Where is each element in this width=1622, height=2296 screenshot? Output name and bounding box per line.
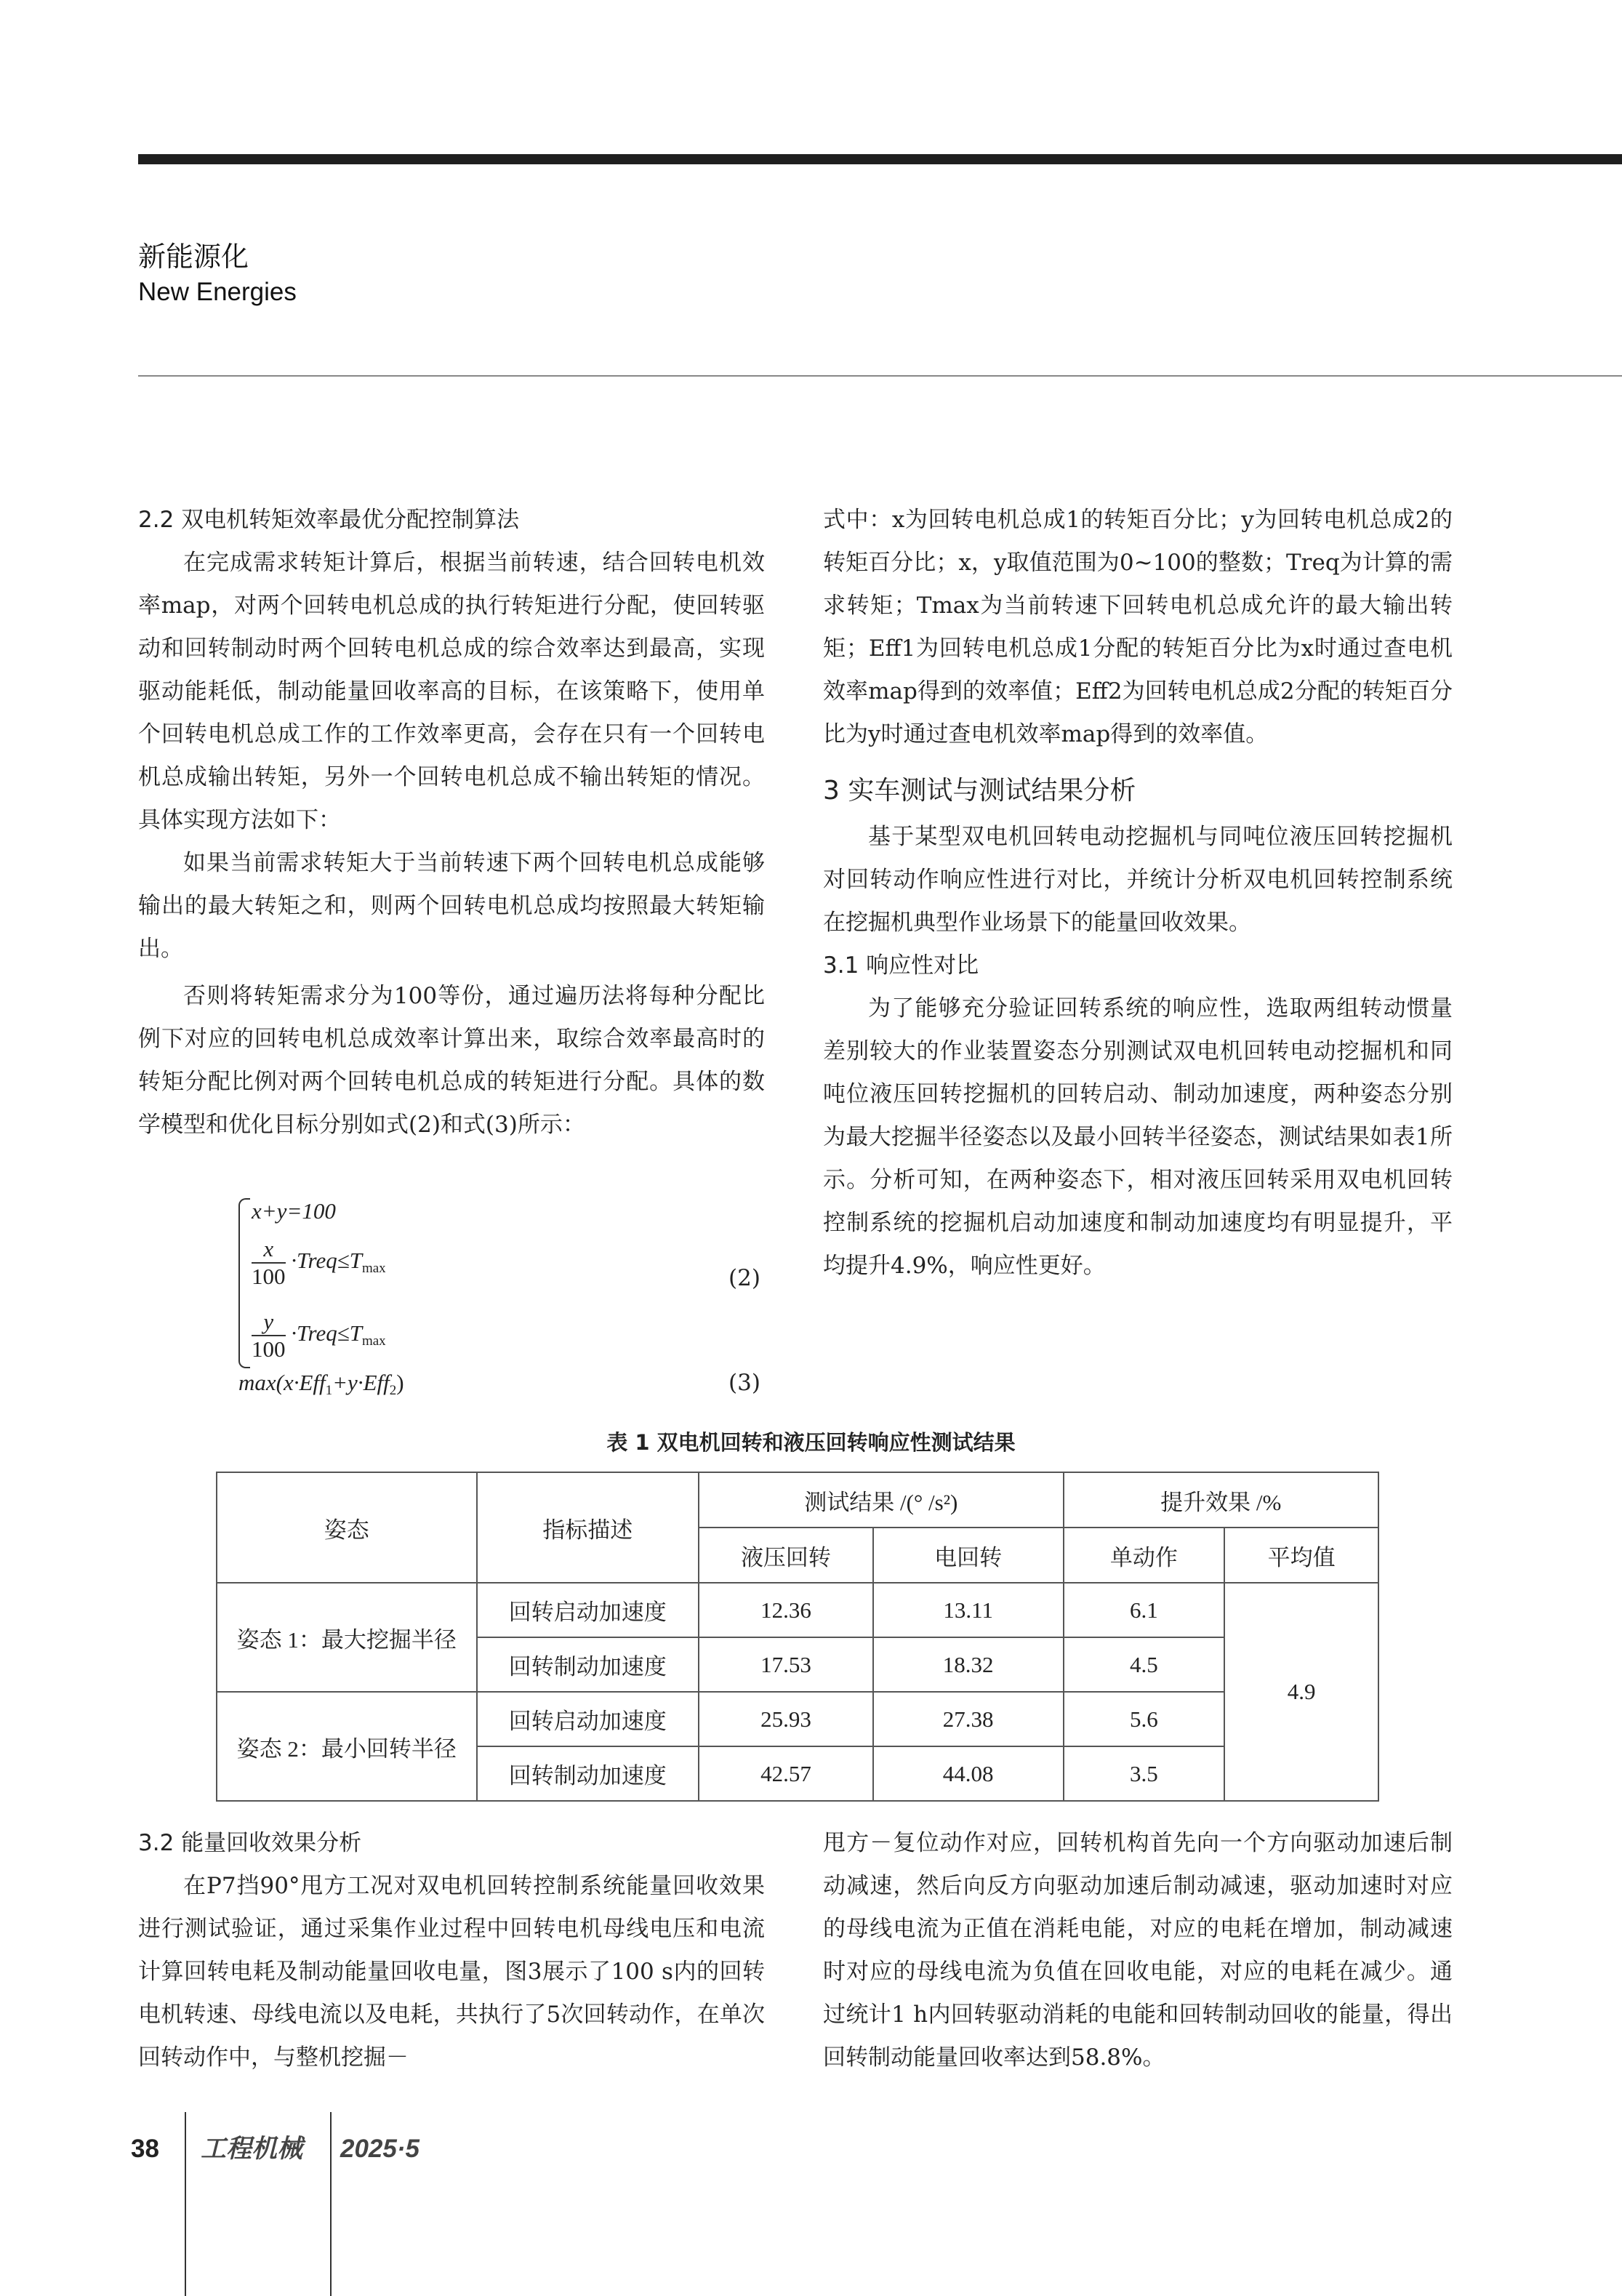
header-divider	[138, 375, 1622, 377]
equation-line-2: $\frac{x}{100}$ $\cdot Treq\le T_{max}$	[252, 1236, 386, 1289]
heading-2-2: 2.2 双电机转矩效率最优分配控制算法	[138, 507, 520, 533]
section-title-en: New Energies	[138, 278, 297, 306]
paragraph: 在完成需求转矩计算后，根据当前转速，结合回转电机效率map，对两个回转电机总成的执行转矩进行分配，使回转驱动和回转制动时两个回转电机总成的综合效率达到最高，实现驱动能耗低，制动能量回收率高的目标，在该策略下，使用单个回转电机总成工作的工作效率更高，会存在只有一个回转电机总成输出转矩，另外一个回转电机总成不输出转矩的情况。具体实现方法如下：	[138, 550, 765, 833]
table-header-row	[217, 1472, 1378, 1528]
footer-divider	[330, 2112, 332, 2296]
paragraph: 否则将转矩需求分为100等份，通过遍历法将每种分配比例下对应的回转电机总成效率计算出来，取综合效率最高时的转矩分配比例对两个回转电机总成的转矩进行分配。具体的数学模型和优化目标分别如式(2)和式(3)所示：	[138, 983, 765, 1138]
fraction: $\frac{x}{100}$	[252, 1236, 286, 1289]
electric-cell: 13.11	[873, 1583, 1064, 1637]
section-title-cn: 新能源化	[138, 241, 249, 273]
table-row	[217, 1692, 1378, 1746]
header-electric: 电回转	[873, 1528, 1064, 1583]
equation-number-3: (3)	[728, 1370, 760, 1396]
header-metric: 指标描述	[477, 1472, 699, 1583]
equation-line-3: $\frac{y}{100}$ $\cdot Treq\le T_{max}$	[252, 1309, 386, 1362]
equation-line-1: x+y=100	[252, 1198, 336, 1224]
page-number: 38	[131, 2135, 159, 2163]
journal-name: 工程机械	[201, 2134, 303, 2164]
average-cell: 4.9	[1224, 1583, 1378, 1801]
results-table	[216, 1472, 1379, 1802]
single-cell: 6.1	[1064, 1583, 1225, 1637]
metric-cell: 回转制动加速度	[477, 1746, 699, 1801]
header-pose: 姿态	[217, 1472, 477, 1583]
paragraph: 基于某型双电机回转电动挖掘机与同吨位液压回转挖掘机对回转动作响应性进行对比，并统计分析双电机回转控制系统在挖掘机典型作业场景下的能量回收效果。	[823, 824, 1453, 936]
right-column	[823, 499, 1453, 1288]
header-result: 测试结果 /(° /s²)	[699, 1472, 1063, 1528]
hydraulic-cell: 17.53	[699, 1637, 873, 1692]
equation-3: max(x·Eff$_1$+y·Eff$_2$)	[238, 1370, 404, 1398]
single-cell: 3.5	[1064, 1746, 1225, 1801]
metric-cell: 回转启动加速度	[477, 1692, 699, 1746]
table-row	[217, 1583, 1378, 1637]
electric-cell: 18.32	[873, 1637, 1064, 1692]
pose-cell: 姿态 1：最大挖掘半径	[217, 1583, 477, 1692]
paragraph: 为了能够充分验证回转系统的响应性，选取两组转动惯量差别较大的作业装置姿态分别测试双电机回转电动挖掘机和同吨位液压回转挖掘机的回转启动、制动加速度，两种姿态分别为最大挖掘半径姿态以及最小回转半径姿态，测试结果如表1所示。分析可知，在两种姿态下，相对液压回转采用双电机回转控制系统的挖掘机启动加速度和制动加速度均有明显提升，平均提升4.9%，响应性更好。	[823, 995, 1453, 1279]
metric-cell: 回转制动加速度	[477, 1637, 699, 1692]
hydraulic-cell: 25.93	[699, 1692, 873, 1746]
header-rule	[138, 154, 1622, 164]
fraction: $\frac{y}{100}$	[252, 1309, 286, 1362]
header-improve: 提升效果 /%	[1064, 1472, 1378, 1528]
single-cell: 4.5	[1064, 1637, 1225, 1692]
header-hydraulic: 液压回转	[699, 1528, 873, 1583]
hydraulic-cell: 42.57	[699, 1746, 873, 1801]
paragraph: 甩方－复位动作对应，回转机构首先向一个方向驱动加速后制动减速，然后向反方向驱动加速后制动减速，驱动加速时对应的母线电流为正值在消耗电能，对应的电耗在增加，制动减速时对应的母线电流为负值在回收电能，对应的电耗在减少。通过统计1 h内回转驱动消耗的电能和回转制动回收的能量，得出回转制动能量回收率达到58.8%。	[823, 1830, 1453, 2071]
single-cell: 5.6	[1064, 1692, 1225, 1746]
electric-cell: 44.08	[873, 1746, 1064, 1801]
header-single: 单动作	[1064, 1528, 1225, 1583]
header-average: 平均值	[1224, 1528, 1378, 1583]
heading-3: 3 实车测试与测试结果分析	[823, 776, 1136, 806]
heading-3-1: 3.1 响应性对比	[823, 952, 979, 979]
footer-divider	[185, 2112, 186, 2296]
hydraulic-cell: 12.36	[699, 1583, 873, 1637]
paragraph: 式中：x为回转电机总成1的转矩百分比；y为回转电机总成2的转矩百分比；x，y取值范围为0~100的整数；Treq为计算的需求转矩；Tmax为当前转速下回转电机总成允许的最大输出转矩；Eff1为回转电机总成1分配的转矩百分比为x时通过查电机效率map得到的效率值；Eff2为回转电机总成2分配的转矩百分比为y时通过查电机效率map得到的效率值。	[823, 507, 1453, 747]
metric-cell: 回转启动加速度	[477, 1583, 699, 1637]
pose-cell: 姿态 2：最小回转半径	[217, 1692, 477, 1801]
paragraph: 如果当前需求转矩大于当前转速下两个回转电机总成能够输出的最大转矩之和，则两个回转电机总成均按照最大转矩输出。	[138, 850, 765, 962]
paragraph: 在P7挡90°甩方工况对双电机回转控制系统能量回收效果进行测试验证，通过采集作业过程中回转电机母线电压和电流计算回转电耗及制动能量回收电量，图3展示了100 s内的回转电机转速、母线电流以及电耗，共执行了5次回转动作，在单次回转动作中，与整机挖掘－	[138, 1873, 765, 2071]
equation-number-2: (2)	[728, 1265, 760, 1291]
issue-number: 2025·5	[340, 2135, 419, 2163]
equation-brace	[238, 1198, 250, 1368]
table-caption: 表 1 双电机回转和液压回转响应性测试结果	[606, 1430, 1016, 1455]
electric-cell: 27.38	[873, 1692, 1064, 1746]
bottom-right-column	[823, 1822, 1453, 2079]
left-column	[138, 499, 765, 1147]
bottom-left-column	[138, 1822, 765, 2079]
heading-3-2: 3.2 能量回收效果分析	[138, 1830, 362, 1856]
